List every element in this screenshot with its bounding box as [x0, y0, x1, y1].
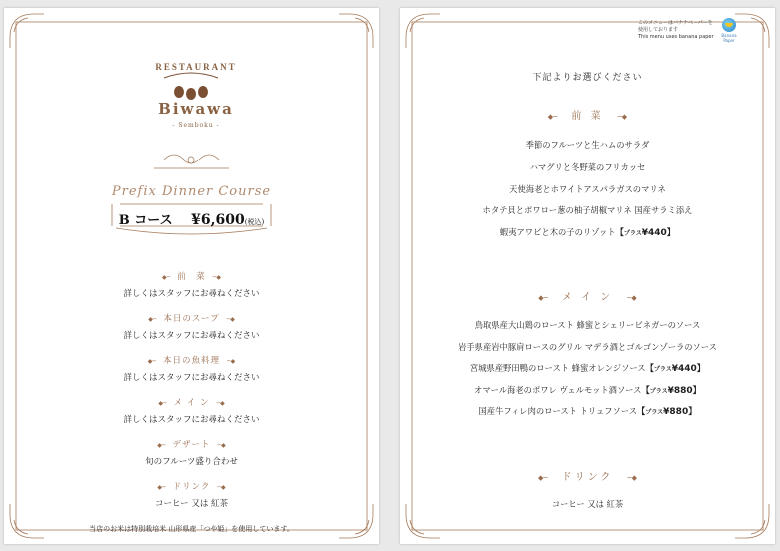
ornamental-frame-right [400, 8, 775, 544]
restaurant-logo [151, 58, 241, 133]
section-item-starter: 詳しくはスタッフにお尋ねください [123, 289, 260, 299]
plus-label: プラス [653, 366, 672, 373]
drink-item: コーヒー 又は 紅茶 [551, 499, 624, 509]
plus-price: ¥440 [641, 228, 667, 238]
starter-item: ホタテ貝とポワロー葱の柚子胡椒マリネ 国産サラミ添え [482, 205, 693, 215]
starter-item: ハマグリと冬野菜のフリカッセ [529, 162, 646, 172]
section-item-drink: コーヒー 又は 紅茶 [154, 499, 229, 509]
starter-heading: ◆─ 前 菜 ─◆ [547, 111, 628, 122]
course-tax-note: (税込) [244, 218, 265, 226]
section-item-soup: 詳しくはスタッフにお尋ねください [123, 331, 260, 341]
plus-price: ¥440 [671, 364, 697, 374]
menu-page-left [4, 8, 379, 544]
course-subtitle: Prefix Dinner Course [111, 184, 272, 199]
plus-price: ¥880 [667, 386, 693, 396]
menu-page-right [400, 8, 775, 544]
plus-label: プラス [649, 388, 668, 395]
section-item-dessert: 旬のフルーツ盛り合わせ [145, 457, 238, 467]
main-item: 岩手県産岩中豚肩ロースのグリル マデラ酒とゴルゴンゾーラのソース [458, 342, 717, 352]
banana-paper-logo-icon: Banana Paper [718, 18, 740, 48]
section-heading-drink: ◆─ ドリンク ─◆ [157, 482, 226, 492]
starter-item: 季節のフルーツと生ハムのサラダ [525, 140, 650, 150]
intro-text: 下記よりお選びください [532, 73, 643, 83]
logo-restaurant-text: RESTAURANT [155, 62, 237, 72]
plus-price: ¥880 [663, 407, 689, 417]
rice-footnote: 当店のお米は特別栽培米 山形県産「つや姫」を使用しています。 [89, 525, 294, 533]
plus-label: プラス [623, 230, 642, 237]
banana-paper-note: このメニューはバナナペーパーを 使用しております This menu uses banana paper [638, 20, 714, 40]
logo-restaurant-name: Biwawa [158, 100, 234, 118]
section-item-main: 詳しくはスタッフにお尋ねください [123, 415, 260, 425]
section-heading-main: ◆─ メ イ ン ─◆ [158, 398, 225, 408]
starter-item: 天使海老とホワイトアスパラガスのマリネ [509, 184, 666, 194]
logo-location-text: - Semboku - [172, 122, 220, 129]
section-item-fish: 詳しくはスタッフにお尋ねください [123, 373, 260, 383]
main-item: オマール海老のポワレ ヴェルモット酒ソース【プラス¥880】 [474, 385, 701, 396]
course-title [4, 209, 379, 228]
main-item: 鳥取県産大山鶏のロースト 蜂蜜とシェリービネガーのソース [474, 320, 701, 330]
drink-heading: ◆─ ドリンク ─◆ [537, 472, 638, 483]
main-item: 宮城県産野田鴨のロースト 蜂蜜オレンジソース【プラス¥440】 [469, 363, 706, 374]
main-item: 国産牛フィレ肉のロースト トリュフソース【プラス¥880】 [478, 406, 697, 417]
main-heading: ◆─ メ イ ン ─◆ [538, 292, 637, 303]
plus-label: プラス [645, 409, 664, 416]
section-heading-starter: ◆─ 前 菜 ─◆ [162, 272, 221, 282]
starter-item: 蝦夷アワビと木の子のリゾット【プラス¥440】 [499, 227, 676, 238]
section-heading-soup: ◆─ 本日のスープ ─◆ [148, 314, 235, 324]
section-heading-fish: ◆─ 本日の魚料理 ─◆ [147, 356, 236, 366]
course-name: B コース [118, 213, 173, 228]
section-heading-dessert: ◆─ デザート ─◆ [157, 440, 226, 450]
course-price: ¥6,600 [191, 212, 245, 228]
